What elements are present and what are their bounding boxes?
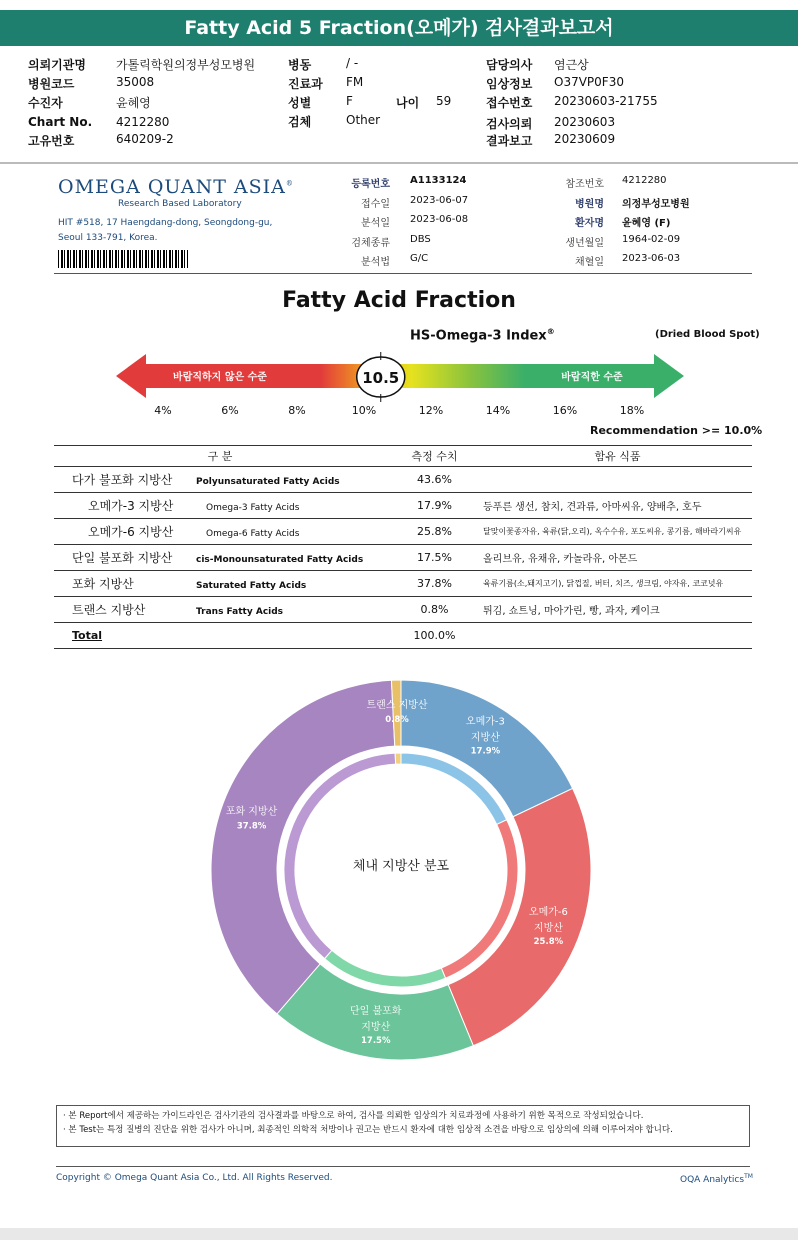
scale-tick-label: 10% (351, 404, 377, 417)
header-label: 진료과 (288, 77, 323, 91)
info-label: 생년월일 (565, 238, 604, 249)
category-ko: 오메가-6 지방산 (88, 525, 174, 539)
brand: OQA Analytics™ (680, 1173, 753, 1185)
donut-label: 지방산 (361, 1021, 391, 1033)
info-label: 분석일 (361, 218, 390, 229)
donut-label: 오메가-6 (528, 906, 568, 918)
lab-address-line: HIT #518, 17 Haengdang-dong, Seongdong-gu, (58, 218, 273, 228)
table-row (54, 493, 752, 519)
category-en: cis-Monounsaturated Fatty Acids (196, 555, 364, 565)
food-cell: 등푸른 생선, 참치, 견과류, 아마씨유, 양배추, 호두 (483, 493, 752, 519)
donut-label: 포화 지방산 (225, 806, 278, 818)
lab-logo: OMEGA QUANT ASIA® (58, 176, 294, 198)
category-en: Polyunsaturated Fatty Acids (196, 477, 340, 487)
total-value: 100.0% (386, 623, 483, 649)
scale-tick-label: 12% (418, 404, 444, 417)
total-label: Total (72, 629, 103, 642)
total-food-cell (483, 623, 752, 649)
value-cell: 0.8% (386, 597, 483, 623)
scale-tick-label: 14% (485, 404, 511, 417)
donut-label: 37.8% (236, 821, 267, 832)
table-total-row (54, 623, 752, 649)
donut-label: 25.8% (533, 936, 564, 947)
age-label: 나이 (396, 96, 420, 110)
donut-label: 17.5% (360, 1035, 391, 1046)
info-value: A1133124 (410, 175, 467, 186)
donut-slice (211, 680, 395, 1014)
copyright: Copyright © Omega Quant Asia Co., Ltd. All Rights Reserved. (56, 1173, 333, 1183)
info-value: 1964-02-09 (622, 234, 681, 245)
info-label: 접수일 (361, 199, 390, 210)
donut-label: 오메가-3 (465, 716, 505, 728)
food-cell: 튀김, 쇼트닝, 마아가린, 빵, 과자, 케이크 (483, 597, 752, 623)
header-label: Chart No. (28, 115, 93, 129)
scale-left-label: 바람직하지 않은 수준 (173, 372, 267, 383)
info-value: 2023-06-08 (410, 214, 469, 225)
food-cell: 올리브유, 유채유, 카놀라유, 아몬드 (483, 545, 752, 571)
donut-slice (448, 788, 591, 1045)
info-value: 2023-06-03 (622, 253, 681, 264)
category-ko: 포화 지방산 (72, 577, 134, 591)
donut-label: 지방산 (533, 922, 563, 934)
donut-label: 트랜스 지방산 (366, 700, 428, 712)
header-value: / - (346, 56, 359, 70)
lab-address-line: Seoul 133-791, Korea. (58, 233, 158, 243)
category-cell (54, 545, 386, 571)
scale-tick-label: 16% (552, 404, 578, 417)
value-cell: 43.6% (386, 467, 483, 493)
header-value: 35008 (116, 75, 155, 89)
category-cell (54, 597, 386, 623)
food-cell (483, 467, 752, 493)
age-value: 59 (436, 94, 452, 108)
header-label: 성별 (288, 96, 312, 110)
header-label: 검사의뢰 (486, 117, 533, 131)
value-cell: 17.5% (386, 545, 483, 571)
info-label: 채혈일 (575, 257, 604, 268)
food-cell: 육류기름(소,돼지고기), 닭껍질, 버터, 치즈, 생크림, 야자유, 코코넛유 (483, 571, 752, 597)
recommendation: Recommendation >= 10.0% (590, 424, 763, 437)
header-label: 병동 (288, 58, 312, 72)
disclaimer-line: · 본 Report에서 제공하는 가이드라인은 검사기관의 검사결과를 바탕으로 하여, 검사를 의뢰한 임상의가 치료과정에 사용하기 위한 목적으로 작성되었습니다. (63, 1111, 644, 1121)
header-value: 윤혜영 (116, 96, 151, 110)
table-row (54, 519, 752, 545)
food-cell: 달맞이꽃종자유, 육류(닭,오리), 옥수수유, 포도씨유, 콩기름, 해바라기씨유 (483, 519, 752, 545)
category-cell (54, 519, 386, 545)
header-label: 담당의사 (486, 58, 533, 72)
scale-tick-label: 8% (288, 404, 306, 417)
category-cell (54, 493, 386, 519)
header-value: Other (346, 113, 381, 127)
category-cell (54, 571, 386, 597)
header-label: 접수번호 (486, 96, 533, 110)
category-ko: 다가 불포화 지방산 (72, 473, 173, 487)
category-ko: 오메가-3 지방산 (88, 499, 174, 513)
header-label: 병원코드 (28, 77, 75, 91)
header-value: 가톨릭학원의정부성모병원 (116, 58, 256, 72)
fatty-acid-table (54, 445, 752, 649)
value-cell: 25.8% (386, 519, 483, 545)
donut-label: 0.8% (385, 715, 409, 726)
info-value: 4212280 (622, 175, 667, 186)
info-label: 분석법 (361, 257, 390, 268)
info-label: 병원명 (575, 199, 604, 210)
fatty-acid-donut-chart (225, 677, 568, 1063)
fraction-heading: Fatty Acid Fraction (282, 288, 516, 313)
header-value: 20230603 (554, 115, 616, 129)
info-label: 환자명 (575, 218, 604, 229)
scale-right-label: 바람직한 수준 (561, 372, 623, 383)
value-cell: 17.9% (386, 493, 483, 519)
value-cell: 37.8% (386, 571, 483, 597)
info-label: 등록번호 (351, 179, 390, 190)
header-value: 20230609 (554, 132, 616, 146)
info-label: 검체종류 (351, 238, 390, 249)
category-en: Omega-3 Fatty Acids (206, 503, 300, 513)
category-en: Trans Fatty Acids (196, 607, 284, 617)
header-label: 임상정보 (486, 77, 533, 91)
info-label: 참조번호 (565, 179, 604, 190)
info-value: 윤혜영 (F) (622, 218, 671, 229)
header-value: 640209-2 (116, 132, 174, 146)
donut-center-title: 체내 지방산 분포 (352, 859, 450, 874)
index-label: HS-Omega-3 Index® (410, 327, 555, 344)
info-value: 2023-06-07 (410, 195, 469, 206)
header-label: 고유번호 (28, 134, 75, 148)
donut-label: 지방산 (470, 732, 500, 744)
specimen-note: (Dried Blood Spot) (655, 329, 760, 340)
header-value: 염근상 (554, 58, 589, 72)
donut-inner-ring-slice (395, 753, 401, 764)
lab-tagline: Research Based Laboratory (118, 199, 242, 209)
table-header-cell: 구 분 (54, 446, 386, 467)
header-label: 검체 (288, 115, 312, 129)
barcode (58, 250, 188, 268)
info-value: DBS (410, 234, 431, 245)
footer-divider (56, 1166, 750, 1167)
index-value: 10.5 (362, 369, 400, 387)
category-ko: 트랜스 지방산 (72, 603, 146, 617)
omega3-index-scale (110, 350, 690, 402)
scale-tick-label: 4% (154, 404, 172, 417)
category-en: Saturated Fatty Acids (196, 581, 307, 591)
header-label: 의뢰기관명 (28, 58, 86, 72)
header-value: F (346, 94, 353, 108)
table-header-row (54, 446, 752, 467)
donut-label: 단일 불포화 (350, 1005, 402, 1017)
info-value: 의정부성모병원 (622, 199, 690, 210)
scale-tick-label: 6% (221, 404, 239, 417)
category-cell (54, 467, 386, 493)
table-header-cell: 함유 식품 (483, 446, 752, 467)
category-ko: 단일 불포화 지방산 (72, 551, 173, 565)
table-row (54, 571, 752, 597)
disclaimer-line: · 본 Test는 특정 질병의 진단을 위한 검사가 아니며, 최종적인 의학적 처방이나 권고는 반드시 환자에 대한 임상적 소견을 바탕으로 임상의에 의해 이루어져야 합니다. (63, 1125, 673, 1135)
header-value: O37VP0F30 (554, 75, 624, 89)
category-en: Omega-6 Fatty Acids (206, 529, 300, 539)
bottom-bar (0, 1228, 798, 1240)
header-value: 20230603-21755 (554, 94, 658, 108)
report-title: Fatty Acid 5 Fraction(오메가) 검사결과보고서 (0, 10, 798, 46)
header-label: 수진자 (28, 96, 63, 110)
table-row (54, 467, 752, 493)
scale-tick-label: 18% (619, 404, 645, 417)
table-row (54, 597, 752, 623)
header-label: 결과보고 (486, 134, 533, 148)
header-value: 4212280 (116, 115, 170, 129)
info-value: G/C (410, 253, 429, 264)
disclaimer-notes (56, 1105, 750, 1147)
header-divider (0, 162, 798, 164)
table-header-cell: 측정 수치 (386, 446, 483, 467)
table-row (54, 545, 752, 571)
donut-label: 17.9% (470, 746, 501, 757)
header-value: FM (346, 75, 364, 89)
